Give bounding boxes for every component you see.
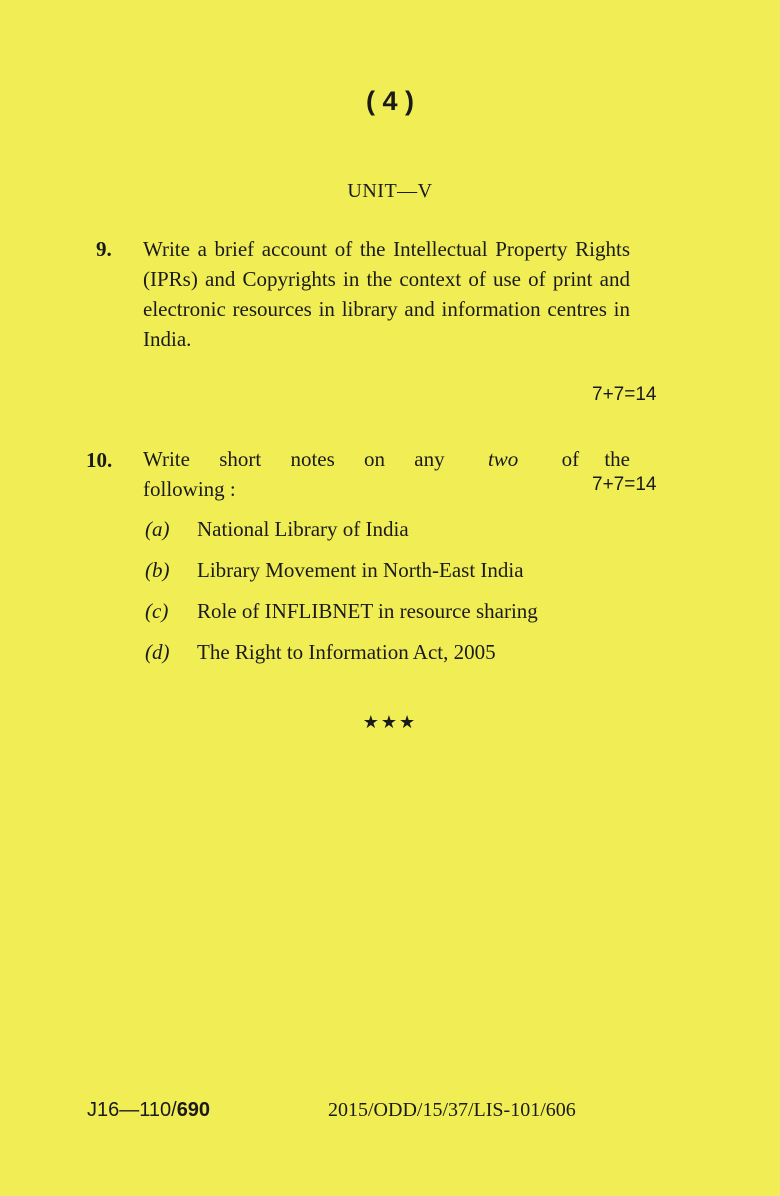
question-10-emphasis: two (487, 447, 519, 471)
page-number: ( 4 ) (365, 86, 414, 116)
footer-code-left-a: J16—110/ (87, 1099, 177, 1121)
footer-code-left-b: 690 (176, 1099, 211, 1121)
question-10-text-b: of the (561, 447, 630, 471)
end-mark: ★★★ (362, 712, 418, 732)
list-item (145, 558, 524, 583)
item-label: (b) (145, 558, 170, 582)
item-label: (c) (145, 599, 169, 623)
question-10-line2: following : (143, 477, 236, 501)
item-label: (d) (145, 640, 170, 664)
list-item (145, 599, 538, 624)
item-text: Library Movement in North-East India (197, 558, 524, 582)
item-text: National Library of India (197, 517, 409, 541)
question-9-text: Write a brief account of the Intellectual Property Rights (IPRs) and Copyrights in the context of use of print and electronic resources in library and information centres in India. (143, 237, 630, 351)
question-9-marks: 7+7=14 (592, 384, 657, 405)
item-label: (a) (145, 517, 170, 541)
list-item (145, 517, 409, 542)
question-10-line1 (143, 444, 630, 474)
footer-code-left (87, 1099, 210, 1122)
question-10-number: 10. (86, 448, 113, 472)
list-item (145, 640, 496, 665)
item-text: Role of INFLIBNET in resource sharing (197, 599, 538, 623)
question-10-marks: 7+7=14 (592, 474, 657, 495)
footer-code-right: 2015/ODD/15/37/LIS-101/606 (328, 1099, 576, 1121)
unit-heading: UNIT—V (347, 180, 433, 202)
question-10-text-a: Write short notes on any (143, 447, 445, 471)
item-text: The Right to Information Act, 2005 (197, 640, 496, 664)
question-9-number: 9. (96, 237, 112, 261)
